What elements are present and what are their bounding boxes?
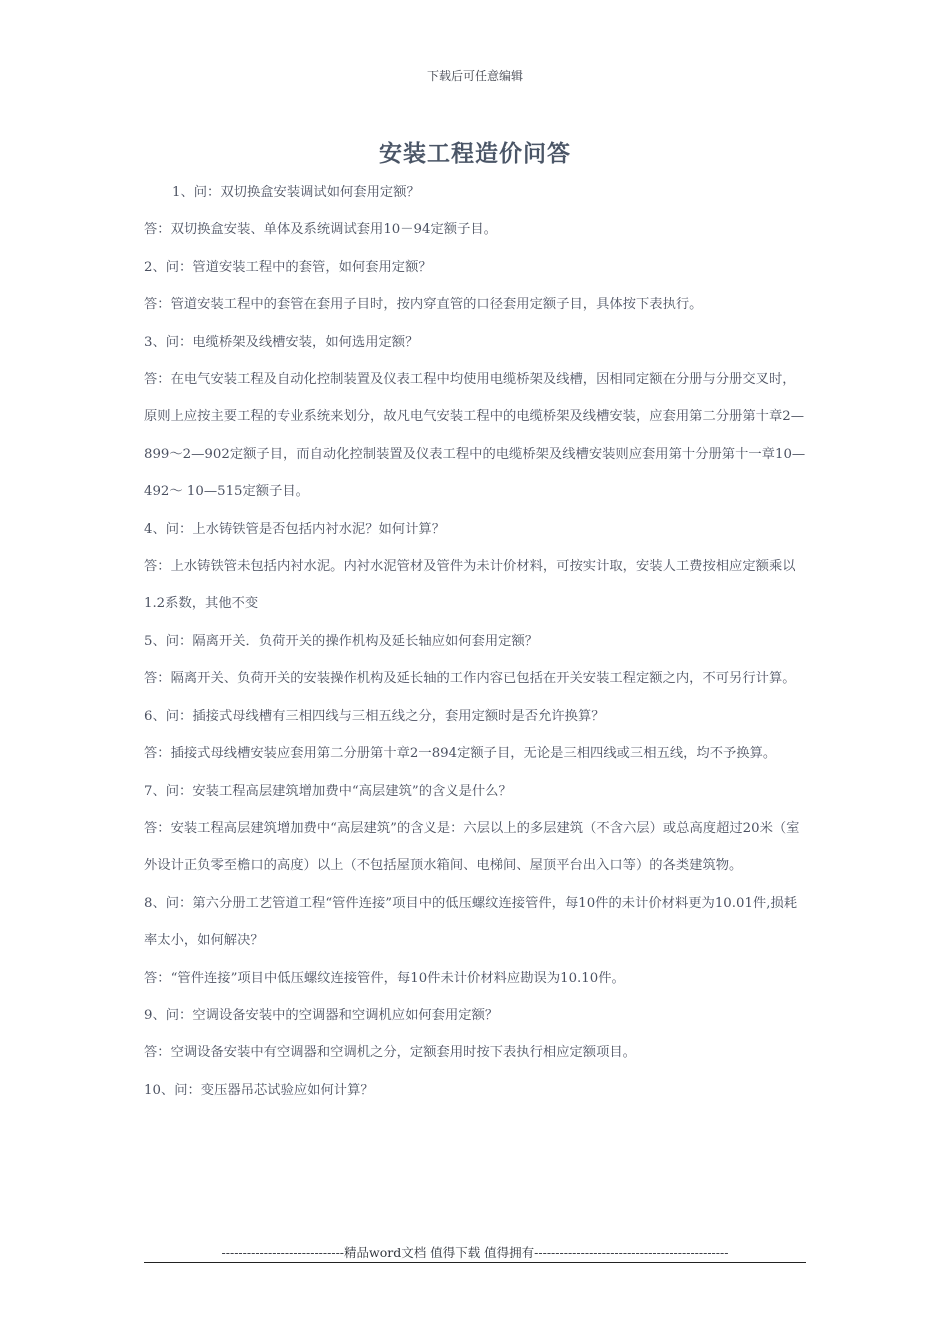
answer-3: 答：在电气安装工程及自动化控制装置及仪表工程中均使用电缆桥架及线槽，因相同定额在分册与分册交叉时，原则上应按主要工程的专业系统来划分，故凡电气安装工程中的电缆桥架及线槽安装，应套用第二分册第十章2—899～2—902定额子目，而自动化控制装置及仪表工程中的电缆桥架及线槽安装则应套用第十分册第十一章10—492～ 10—515定额子目。 [144,372,806,500]
question-4: 4、问：上水铸铁管是否包括内衬水泥？如何计算？ [144,521,445,537]
question-2: 2、问：管道安装工程中的套管，如何套用定额？ [144,259,432,275]
answer-2: 答：管道安装工程中的套管在套用子目时，按内穿直管的口径套用定额子目，具体按下表执行。 [144,297,703,313]
question-8: 8、问：第六分册工艺管道工程“管件连接”项目中的低压螺纹连接管件，每10件的未计价材料更为10.01件,损耗率太小，如何解决？ [144,895,798,949]
header-note: 下载后可任意编辑 [426,69,523,83]
question-7: 7、问：安装工程高层建筑增加费中“高层建筑”的含义是什么？ [144,783,512,799]
question-5: 5、问：隔离开关．负荷开关的操作机构及延长轴应如何套用定额？ [144,633,539,649]
answer-9: 答：空调设备安装中有空调器和空调机之分，定额套用时按下表执行相应定额项目。 [144,1045,636,1061]
answer-5: 答：隔离开关、负荷开关的安装操作机构及延长轴的工作内容已包括在开关安装工程定额之内，不可另行计算。 [144,671,796,687]
footer-divider [144,1262,806,1263]
answer-7: 答：安装工程高层建筑增加费中“高层建筑”的含义是：六层以上的多层建筑（不含六层）或总高度超过20米（室外设计正负零至檐口的高度）以上（不包括屋顶水箱间、电梯间、屋顶平台出入口等）的各类建筑物。 [144,820,800,874]
question-3: 3、问：电缆桥架及线槽安装，如何选用定额？ [144,334,419,350]
answer-4: 答：上水铸铁管未包括内衬水泥。内衬水泥管材及管件为未计价材料，可按实计取，安装人工费按相应定额乘以1.2系数，其他不变 [144,559,796,612]
answer-8: 答：“管件连接”项目中低压螺纹连接管件，每10件未计价材料应勘误为10.10件。 [144,970,625,986]
answer-6: 答：插接式母线槽安装应套用第二分册第十章2一894定额子目，无论是三相四线或三相五线，均不予换算。 [144,746,777,762]
document-body [144,174,808,1109]
question-10: 10、问：变压器吊芯试验应如何计算？ [144,1082,374,1098]
page-title: 安装工程造价问答 [379,140,571,167]
question-6: 6、问：插接式母线槽有三相四线与三相五线之分，套用定额时是否允许换算？ [144,708,605,724]
footer-text: -----------------------------精品word文档 值得下载 值得拥有---------------------------------------------- [221,1245,729,1260]
question-9: 9、问：空调设备安装中的空调器和空调机应如何套用定额？ [144,1007,499,1023]
answer-1: 答：双切换盒安装、单体及系统调试套用10－94定额子目。 [144,222,497,238]
question-1: 1、问：双切换盒安装调试如何套用定额？ [172,185,420,200]
